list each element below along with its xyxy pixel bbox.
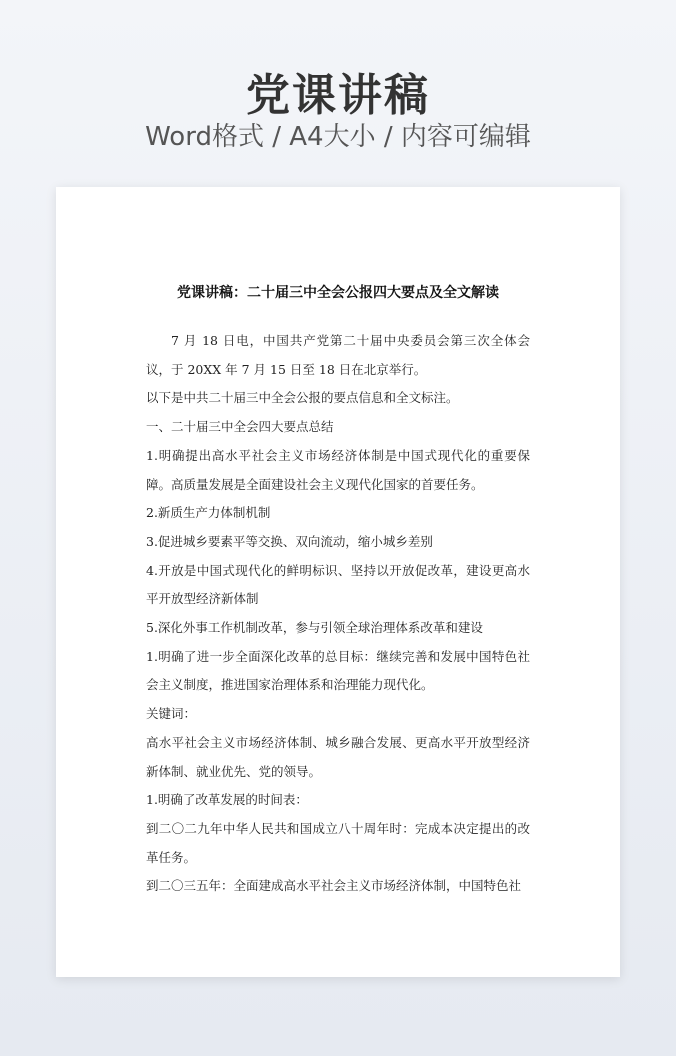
paragraph: 7 月 18 日电，中国共产党第二十届中央委员会第三次全体会议，于 20XX 年 7 月 15 日至 18 日在北京举行。 bbox=[146, 333, 530, 377]
document-title: 党课讲稿：二十届三中全会公报四大要点及全文解读 bbox=[177, 285, 499, 301]
paragraph: 以下是中共二十届三中全会公报的要点信息和全文标注。 bbox=[146, 390, 459, 406]
list-item: 3.促进城乡要素平等交换、双向流动，缩小城乡差别 bbox=[146, 533, 433, 549]
paragraph: 到二〇二九年中华人民共和国成立八十周年时：完成本决定提出的改革任务。 bbox=[146, 820, 530, 865]
section-heading: 一、二十届三中全会四大要点总结 bbox=[146, 419, 334, 435]
document-body bbox=[146, 327, 530, 901]
header bbox=[0, 0, 676, 180]
list-item: 1.明确了改革发展的时间表： bbox=[146, 792, 308, 808]
page-subtitle: Word格式 / A4大小 / 内容可编辑 bbox=[145, 122, 531, 152]
paragraph: 到二〇三五年：全面建成高水平社会主义市场经济体制，中国特色社 bbox=[146, 878, 522, 894]
page-title: 党课讲稿 bbox=[246, 70, 430, 121]
list-item: 2.新质生产力体制机制 bbox=[146, 505, 271, 521]
list-item: 5.深化外事工作机制改革，参与引领全球治理体系改革和建设 bbox=[146, 620, 483, 636]
keywords-label: 关键词： bbox=[146, 706, 197, 722]
list-item: 1.明确了进一步全面深化改革的总目标：继续完善和发展中国特色社会主义制度，推进国家治理体系和治理能力现代化。 bbox=[146, 648, 530, 693]
keywords-text: 高水平社会主义市场经济体制、城乡融合发展、更高水平开放型经济新体制、就业优先、党的领导。 bbox=[146, 734, 530, 779]
list-item: 1.明确提出高水平社会主义市场经济体制是中国式现代化的重要保障。高质量发展是全面建设社会主义现代化国家的首要任务。 bbox=[146, 447, 530, 492]
list-item: 4.开放是中国式现代化的鲜明标识、坚持以开放促改革，建设更高水平开放型经济新体制 bbox=[146, 562, 530, 607]
document-page bbox=[56, 187, 620, 977]
